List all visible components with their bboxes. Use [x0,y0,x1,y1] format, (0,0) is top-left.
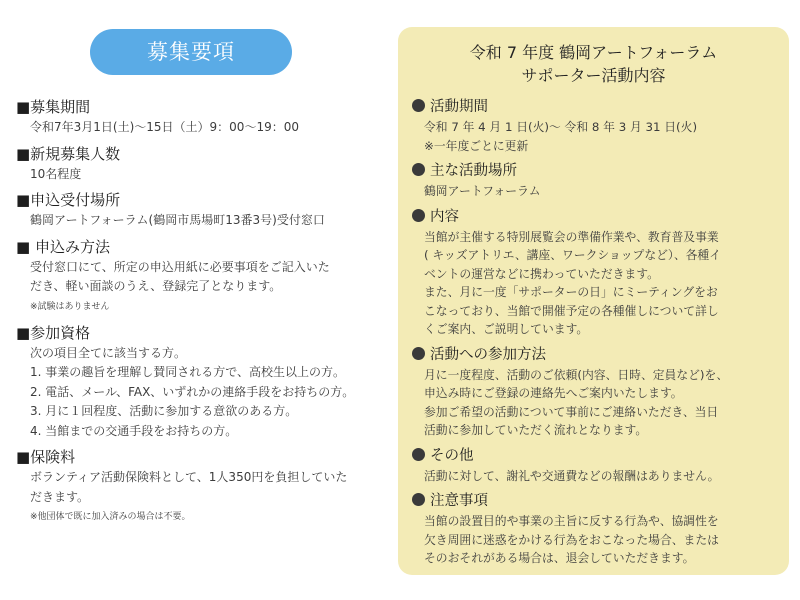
section-text: 申込み時にご登録の連絡先へご案内いたします。 [424,386,683,400]
section-eligibility [16,322,384,442]
bullet-dot-icon [412,493,425,506]
section-text: 令和 7 年 4 月 1 日(火)〜 令和 8 年 3 月 31 日(火) [424,120,698,134]
section-text: 2. 電話、メール、FAX、いずれかの連絡手段をお持ちの方。 [30,384,355,399]
bullet-dot-icon [412,209,425,222]
bullet-dot-icon [412,99,425,112]
section-text: 参加ご希望の活動について事前にご連絡いただき、当日 [424,404,719,419]
section-text: そのおそれがある場合は、退会していただきます。 [424,551,695,565]
section-text: ボランティア活動保険料として、1人350円を負担していた [30,470,348,484]
section-application-place [16,189,384,231]
section-note: ※他団体で既に加入済みの場合は不要。 [30,512,191,522]
section-text: 活動に対して、謝礼や交通費などの報酬はありません。 [424,468,720,483]
section-heading: ■参加資格 [16,323,91,342]
section-text: 鶴岡アートフォーラム [424,184,541,198]
section-text: 活動に参加していただく流れとなります。 [424,423,648,437]
section-participation-method [412,345,778,440]
section-text: 令和7年3月1日(土)〜15日（土）9：00〜19：00 [30,120,299,134]
section-heading: ■募集期間 [16,98,91,116]
section-note: ※試験はありません [30,301,110,312]
section-heading: ■申込受付場所 [16,191,121,209]
section-content [412,207,778,339]
section-text: こなっており、当館で開催予定の各種催しについて詳し [424,303,719,318]
section-text: 鶴岡アートフォーラム(鶴岡市馬場町13番3号)受付窓口 [30,213,325,227]
panel-title-line: サポーター活動内容 [521,66,666,85]
section-text: 欠き周囲に迷惑をかける行為をおこなった場合、または [424,532,719,547]
section-recruitment-period [16,96,384,138]
bullet-dot-icon [412,448,425,461]
section-text: 4. 当館までの交通手段をお持ちの方。 [30,423,238,438]
section-text: また、月に一度「サポーターの日」にミーティングをお [424,285,718,299]
recruitment-details [16,96,384,527]
section-text: 1. 事業の趣旨を理解し賛同される方で、高校生以上の方。 [30,365,346,379]
section-text: ※一年度ごとに更新 [424,138,529,153]
section-heading: ■ 申込み方法 [16,237,110,256]
bullet-dot-icon [412,163,425,176]
section-text: 3. 月に１回程度、活動に参加する意欲のある方。 [30,404,298,418]
section-activity-place [412,161,778,201]
section-text: 次の項目全てに該当する方。 [30,345,187,360]
panel-title-line: 令和 7 年度 鶴岡アートフォーラム [469,43,718,62]
section-insurance [16,446,384,527]
section-heading: 内容 [430,208,459,225]
section-text: 当館の設置目的や事業の主旨に反する行為や、協調性を [424,514,719,528]
section-heading: 主な活動場所 [430,163,517,179]
section-heading: ■新規募集人数 [16,144,121,163]
section-notes [412,491,778,568]
section-activity-period [412,97,778,155]
page-title: 募集要項 [90,29,292,75]
section-heading: 注意事項 [430,493,488,509]
section-text: ( キッズアトリエ、講座、ワークショップなど）、各種イ [424,248,722,262]
supporter-activities-panel [398,27,789,575]
section-heading: ■保険料 [16,448,76,466]
panel-title [398,41,789,87]
section-text: 月に一度程度、活動のご依頼(内容、日時、定員など)を、 [424,367,729,382]
section-text: だきます。 [30,489,90,504]
section-recruitment-count [16,143,384,185]
bullet-dot-icon [412,347,425,360]
section-heading: 活動への参加方法 [430,346,546,363]
section-text: ベントの運営などに携わっていただきます。 [424,266,659,281]
section-text: くご案内、ご説明しています。 [424,322,589,336]
section-heading: 活動期間 [430,99,488,115]
section-heading: その他 [430,447,474,464]
section-application-method [16,236,384,317]
section-text: 当館が主催する特別展覧会の準備作業や、教育普及事業 [424,229,719,244]
section-text: だき、軽い面談のうえ、登録完了となります。 [30,279,282,293]
section-text: 受付窓口にて、所定の申込用紙に必要事項をご記入いた [30,259,330,274]
section-text: 10名程度 [30,166,82,181]
section-other [412,446,778,486]
